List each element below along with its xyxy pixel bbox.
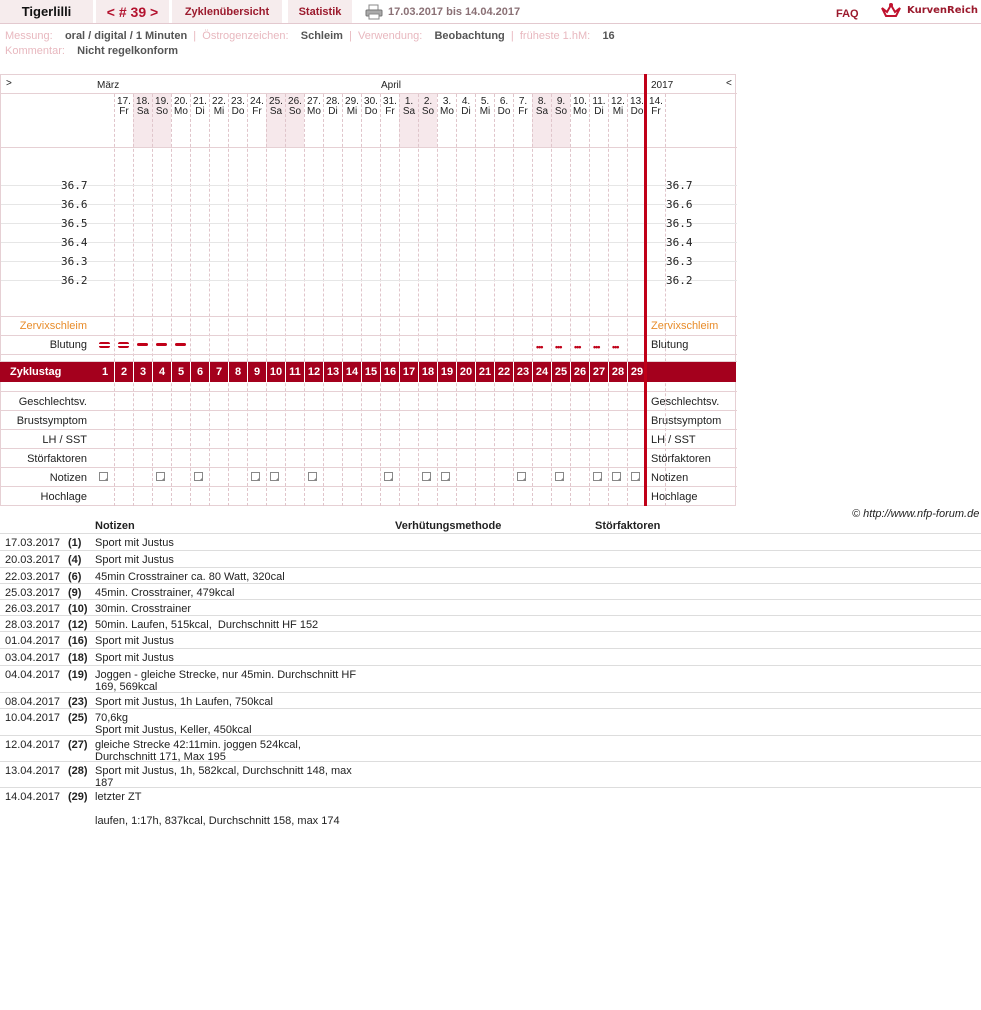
- note-cycle-day: (28): [68, 765, 88, 777]
- date-header: 28.: [326, 96, 340, 107]
- note-text: Joggen - gleiche Strecke, nur 45min. Durchschnitt HF 169, 569kcal: [95, 669, 360, 693]
- zyklustag-cell[interactable]: 14: [345, 366, 359, 378]
- zyklustag-cell[interactable]: 8: [234, 366, 242, 378]
- row-label-lh-sst: LH / SST: [42, 434, 87, 446]
- note-icon[interactable]: [441, 472, 450, 481]
- zyklustag-cell[interactable]: 2: [120, 366, 128, 378]
- date-header: 26.: [288, 96, 302, 107]
- blutung-medium-mark[interactable]: [137, 343, 148, 346]
- date-header: 17.: [117, 96, 131, 107]
- note-icon[interactable]: [384, 472, 393, 481]
- note-icon[interactable]: [308, 472, 317, 481]
- printer-icon[interactable]: [365, 4, 383, 20]
- messung-value: oral / digital / 1 Minuten: [64, 30, 188, 42]
- weekday-header: Mi: [213, 106, 225, 117]
- weekday-header: Sa: [535, 106, 549, 117]
- note-row: [0, 568, 981, 584]
- col-header-verhuetungsmethode: Verhütungsmethode: [395, 520, 502, 532]
- note-cycle-day: (19): [68, 669, 88, 681]
- kommentar-label: Kommentar:: [5, 45, 65, 57]
- weekday-header: Di: [461, 106, 471, 117]
- row-label-right-blutung: Blutung: [651, 339, 689, 351]
- note-date: 12.04.2017: [5, 739, 61, 751]
- weekday-header: Sa: [269, 106, 283, 117]
- y-tick-right: 36.5: [666, 217, 693, 230]
- row-label-blutung: Blutung: [49, 339, 87, 351]
- weekday-header: Fr: [385, 106, 395, 117]
- note-row: [0, 632, 981, 649]
- zyklustag-cell[interactable]: 17: [402, 366, 416, 378]
- note-row: [0, 709, 981, 736]
- weekday-header: Di: [195, 106, 205, 117]
- y-tick-left: 36.6: [61, 198, 88, 211]
- date-header: 4.: [461, 96, 471, 107]
- hm-value: 16: [602, 30, 615, 42]
- zyklustag-cell[interactable]: 15: [364, 366, 378, 378]
- weekday-header: Mi: [479, 106, 491, 117]
- row-label-right-hochlage: Hochlage: [651, 491, 698, 503]
- month-label-april: April: [381, 80, 402, 91]
- note-cycle-day: (23): [68, 696, 88, 708]
- zyklustag-cell[interactable]: 19: [440, 366, 454, 378]
- row-label-right-lh-sst: LH / SST: [651, 434, 696, 446]
- date-header: 1.: [404, 96, 414, 107]
- month-label-maerz: März: [97, 80, 120, 91]
- weekday-header: Fr: [518, 106, 528, 117]
- weekday-header: Fr: [119, 106, 129, 117]
- note-text: Sport mit Justus: [95, 554, 174, 566]
- verwendung-label: Verwendung:: [358, 30, 423, 42]
- note-date: 17.03.2017: [5, 537, 61, 549]
- note-text: Sport mit Justus: [95, 635, 174, 647]
- note-date: 08.04.2017: [5, 696, 61, 708]
- row-label-brustsymptom: Brustsymptom: [16, 415, 87, 427]
- row-label-right-stoerfaktoren: Störfaktoren: [651, 453, 711, 465]
- note-row: [0, 649, 981, 666]
- date-header: 6.: [499, 96, 509, 107]
- note-text: 45min Crosstrainer ca. 80 Watt, 320cal: [95, 571, 285, 583]
- note-text: letzter ZT laufen, 1:17h, 837kcal, Durchschnitt 158, max 174: [95, 791, 340, 827]
- crown-logo-icon[interactable]: [880, 2, 902, 20]
- hm-label: früheste 1.hM:: [519, 30, 591, 42]
- row-label-right-brustsymptom: Brustsymptom: [651, 415, 722, 427]
- weekday-header: Do: [231, 106, 245, 117]
- zyklustag-cell[interactable]: 26: [573, 366, 587, 378]
- blutung-light-mark[interactable]: •••: [612, 342, 619, 352]
- blutung-light-mark[interactable]: •••: [555, 342, 562, 352]
- date-header: 8.: [537, 96, 547, 107]
- note-text: Sport mit Justus: [95, 537, 174, 549]
- cycle-chart: [0, 74, 736, 506]
- blutung-light-mark[interactable]: •••: [536, 342, 543, 352]
- date-header: 31.: [383, 96, 397, 107]
- date-header: 23.: [231, 96, 245, 107]
- col-header-stoerfaktoren: Störfaktoren: [595, 520, 661, 532]
- year-label: 2017: [651, 80, 674, 91]
- weekday-header: Do: [497, 106, 511, 117]
- user-name-tab[interactable]: Tigerlilli: [0, 0, 93, 23]
- zyklustag-cell[interactable]: 25: [554, 366, 568, 378]
- date-header: 13.: [630, 96, 644, 107]
- zyklustag-cell[interactable]: 16: [383, 366, 397, 378]
- y-tick-left: 36.4: [61, 236, 88, 249]
- verwendung-value: Beobachtung: [434, 30, 505, 42]
- note-cycle-day: (6): [68, 571, 82, 583]
- note-text: gleiche Strecke 42:11min. joggen 524kcal, Durchschnitt 171, Max 195: [95, 739, 304, 763]
- top-bar: [0, 0, 981, 24]
- weekday-header: Sa: [136, 106, 150, 117]
- blutung-light-mark[interactable]: •••: [593, 342, 600, 352]
- note-cycle-day: (29): [68, 791, 88, 803]
- blutung-medium-mark[interactable]: [175, 343, 186, 346]
- note-icon[interactable]: [612, 472, 621, 481]
- zyklustag-cell[interactable]: 27: [592, 366, 606, 378]
- note-date: 22.03.2017: [5, 571, 61, 583]
- note-cycle-day: (12): [68, 619, 88, 631]
- info-line-2: [5, 45, 178, 57]
- note-date: 03.04.2017: [5, 652, 61, 664]
- date-header: 7.: [518, 96, 528, 107]
- zyklustag-cell[interactable]: 5: [177, 366, 185, 378]
- date-header: 11.: [592, 96, 606, 107]
- weekday-header: Mo: [440, 106, 454, 117]
- row-label-right-geschlechtsv: Geschlechtsv.: [651, 396, 720, 408]
- zyklustag-cell[interactable]: 18: [421, 366, 435, 378]
- zyklustag-cell[interactable]: 28: [611, 366, 625, 378]
- note-text: Sport mit Justus, 1h, 582kcal, Durchschnitt 148, max 187: [95, 765, 355, 789]
- y-tick-left: 36.2: [61, 274, 88, 287]
- weekday-header: Do: [630, 106, 644, 117]
- row-label-notizen: Notizen: [49, 472, 87, 484]
- note-date: 20.03.2017: [5, 554, 61, 566]
- nav-next-button[interactable]: <: [726, 78, 732, 89]
- note-date: 28.03.2017: [5, 619, 61, 631]
- blutung-medium-mark[interactable]: [156, 343, 167, 346]
- note-text: 70,6kg Sport mit Justus, Keller, 450kcal: [95, 712, 252, 736]
- zyklustag-cell[interactable]: 23: [516, 366, 530, 378]
- y-tick-right: 36.3: [666, 255, 693, 268]
- note-icon[interactable]: [422, 472, 431, 481]
- current-day-marker: [644, 74, 647, 506]
- row-label-hochlage: Hochlage: [40, 491, 87, 503]
- weekday-header: So: [288, 106, 302, 117]
- weekday-header: Do: [364, 106, 378, 117]
- note-date: 26.03.2017: [5, 603, 61, 615]
- zyklustag-cell[interactable]: 12: [307, 366, 321, 378]
- note-icon[interactable]: [517, 472, 526, 481]
- note-date: 10.04.2017: [5, 712, 61, 724]
- zyklustag-cell[interactable]: 9: [253, 366, 261, 378]
- date-header: 18.: [136, 96, 150, 107]
- zyklustag-cell[interactable]: 29: [630, 366, 644, 378]
- y-tick-right: 36.6: [666, 198, 693, 211]
- date-header: 25.: [269, 96, 283, 107]
- row-label-stoerfaktoren: Störfaktoren: [27, 453, 87, 465]
- tab-cycle-overview[interactable]: Zyklenübersicht: [172, 0, 282, 23]
- zyklustag-cell[interactable]: 6: [196, 366, 204, 378]
- y-tick-right: 36.2: [666, 274, 693, 287]
- note-date: 25.03.2017: [5, 587, 61, 599]
- note-row: [0, 788, 981, 828]
- blutung-heavy-mark[interactable]: [118, 342, 129, 348]
- note-icon[interactable]: [593, 472, 602, 481]
- note-cycle-day: (4): [68, 554, 82, 566]
- zyklustag-cell[interactable]: 3: [139, 366, 147, 378]
- note-text: Sport mit Justus, 1h Laufen, 750kcal: [95, 696, 273, 708]
- weekday-header: So: [554, 106, 568, 117]
- blutung-light-mark[interactable]: •••: [574, 342, 581, 352]
- cycle-navigator[interactable]: < # 39 >: [96, 0, 169, 23]
- y-tick-left: 36.5: [61, 217, 88, 230]
- date-header: 21.: [193, 96, 207, 107]
- zyklustag-cell[interactable]: 21: [478, 366, 492, 378]
- weekday-header: Sa: [402, 106, 416, 117]
- blutung-heavy-mark[interactable]: [99, 342, 110, 348]
- note-icon[interactable]: [156, 472, 165, 481]
- row-label-right-notizen: Notizen: [651, 472, 689, 484]
- note-row: [0, 616, 981, 632]
- date-header: 12.: [611, 96, 625, 107]
- copyright-text[interactable]: © http://www.nfp-forum.de: [852, 508, 980, 520]
- weekday-header: Fr: [252, 106, 262, 117]
- note-icon[interactable]: [555, 472, 564, 481]
- note-text: 50min. Laufen, 515kcal, Durchschnitt HF 152: [95, 619, 319, 631]
- note-cycle-day: (27): [68, 739, 88, 751]
- row-label-zervixschleim: Zervixschleim: [19, 320, 87, 332]
- note-row: [0, 762, 981, 788]
- y-tick-right: 36.4: [666, 236, 693, 249]
- note-cycle-day: (10): [68, 603, 88, 615]
- note-cycle-day: (9): [68, 587, 82, 599]
- tab-statistics[interactable]: Statistik: [288, 0, 352, 23]
- note-icon[interactable]: [99, 472, 108, 481]
- zyklustag-row: [0, 362, 736, 382]
- weekday-header: Di: [594, 106, 604, 117]
- nav-prev-button[interactable]: >: [6, 78, 12, 89]
- date-header: 3.: [442, 96, 452, 107]
- date-header: 29.: [345, 96, 359, 107]
- zyklustag-cell[interactable]: 22: [497, 366, 511, 378]
- oestrogen-value: Schleim: [300, 30, 343, 42]
- note-row: [0, 666, 981, 693]
- zyklustag-cell[interactable]: 1: [101, 366, 109, 378]
- zyklustag-cell[interactable]: 13: [326, 366, 340, 378]
- zyklustag-cell[interactable]: 7: [215, 366, 223, 378]
- brand-logo-text[interactable]: KurvenReich: [907, 5, 979, 16]
- note-cycle-day: (1): [68, 537, 82, 549]
- note-cycle-day: (16): [68, 635, 88, 647]
- date-header: 30.: [364, 96, 378, 107]
- date-range: 17.03.2017 bis 14.04.2017: [388, 6, 521, 18]
- note-text: Sport mit Justus: [95, 652, 174, 664]
- note-cycle-day: (25): [68, 712, 88, 724]
- kommentar-value: Nicht regelkonform: [77, 45, 179, 57]
- date-header: 20.: [174, 96, 188, 107]
- weekday-header: Di: [328, 106, 338, 117]
- row-label-geschlechtsv: Geschlechtsv.: [18, 396, 87, 408]
- y-tick-right: 36.7: [666, 179, 693, 192]
- note-row: [0, 534, 981, 551]
- note-icon[interactable]: [251, 472, 260, 481]
- weekday-header: So: [421, 106, 435, 117]
- note-icon[interactable]: [194, 472, 203, 481]
- weekday-header: So: [155, 106, 169, 117]
- zyklustag-cell[interactable]: 11: [289, 366, 301, 378]
- weekday-header: Mo: [573, 106, 587, 117]
- note-icon[interactable]: [631, 472, 640, 481]
- col-header-notizen: Notizen: [95, 520, 135, 532]
- note-row: [0, 736, 981, 762]
- date-header: 5.: [480, 96, 490, 107]
- info-line-1: Messung: oral / digital / 1 Minuten | Östrogenzeichen: Schleim | Verwendung: Beobachtung | früheste 1.hM: 16: [5, 30, 615, 42]
- note-date: 14.04.2017: [5, 791, 61, 803]
- weekday-header: Mo: [307, 106, 321, 117]
- note-text: 45min. Crosstrainer, 479kcal: [95, 587, 235, 599]
- messung-label: Messung:: [5, 30, 53, 42]
- note-cycle-day: (18): [68, 652, 88, 664]
- date-header: 22.: [212, 96, 226, 107]
- weekday-header: Mi: [612, 106, 624, 117]
- note-icon[interactable]: [270, 472, 279, 481]
- date-header: 14.: [649, 96, 663, 107]
- weekday-header: Mi: [346, 106, 358, 117]
- faq-link[interactable]: FAQ: [836, 8, 859, 20]
- zyklustag-cell[interactable]: 20: [459, 366, 473, 378]
- note-text: 30min. Crosstrainer: [95, 603, 191, 615]
- note-date: 13.04.2017: [5, 765, 61, 777]
- zyklustag-cell[interactable]: 4: [158, 366, 166, 378]
- note-row: [0, 584, 981, 600]
- note-row: [0, 600, 981, 616]
- zyklustag-cell[interactable]: 24: [535, 366, 549, 378]
- weekday-header: Mo: [174, 106, 188, 117]
- y-tick-left: 36.7: [61, 179, 88, 192]
- zyklustag-cell[interactable]: 10: [269, 366, 283, 378]
- date-header: 24.: [250, 96, 264, 107]
- row-label-right-zervixschleim: Zervixschleim: [651, 320, 719, 332]
- note-date: 04.04.2017: [5, 669, 61, 681]
- weekday-header: Fr: [651, 106, 661, 117]
- date-header: 19.: [155, 96, 169, 107]
- note-date: 01.04.2017: [5, 635, 61, 647]
- note-row: [0, 693, 981, 709]
- date-header: 9.: [556, 96, 566, 107]
- date-header: 2.: [423, 96, 433, 107]
- date-header: 27.: [307, 96, 321, 107]
- zyklustag-label: Zyklustag: [10, 366, 62, 378]
- date-header: 10.: [573, 96, 587, 107]
- note-row: [0, 551, 981, 568]
- oestrogen-label: Östrogenzeichen:: [202, 30, 289, 42]
- y-tick-left: 36.3: [61, 255, 88, 268]
